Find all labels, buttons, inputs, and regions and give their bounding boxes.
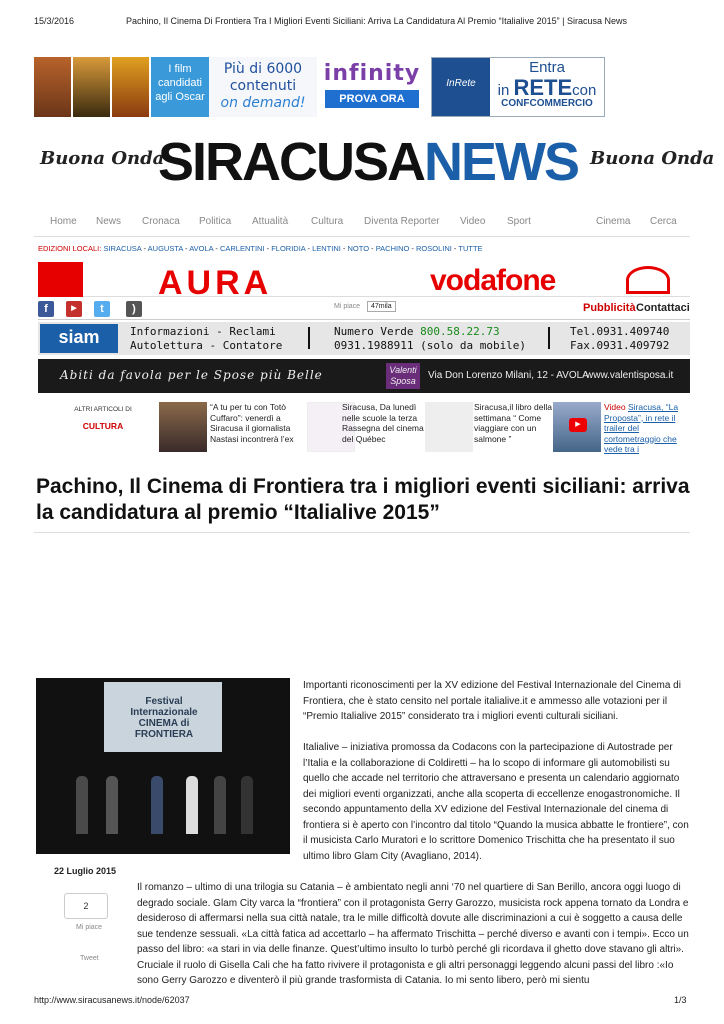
article-paragraph-3: Il romanzo – ultimo di una trilogia su Catania – è ambientato negli anni ‘70 nel quartiere di San Berillo, ancora oggi luogo di degrado sociale. Glam City varca la “frontiera” con il protagonista Gerry Garozzo, musicista rock appena tornato da Londra e desideroso di affermarsi nella sua città natale, tra le mille difficoltà dovute alle discriminazioni a cui è soggetto a causa delle sue tendenze sessuali. «La città fatica ad accettarlo – ha affermato Trischitta – perché diverso e avanti con i tempi». Ecco un passo del libro: «a stari in via delle finanze. Quest’ultimo insulto lo turbò perché gli ricordava il ghetto dove stavano gli altri». Cruciale il ruolo di Gisella Cali che ha fatto rivivere il protagonista e gli altri personaggi leggendo alcuni passi del libro :«Io sono Gerry Garozzo e diventerò il più grande trasformista di Catania. Io mi sento libero, però mi sientu — [137, 882, 689, 986]
person-figure — [214, 776, 226, 834]
person-figure — [241, 776, 253, 834]
vodafone-ad[interactable] — [38, 262, 690, 302]
like-label[interactable]: Mi piace — [334, 303, 361, 310]
related-section-label: ALTRI ARTICOLI DI CULTURA — [58, 406, 148, 431]
rss-icon[interactable]: ) — [126, 301, 142, 317]
twitter-icon[interactable]: t — [94, 301, 110, 317]
vodafone-logo: vodafone — [430, 264, 556, 297]
nav-cronaca[interactable]: Cronaca — [142, 216, 180, 227]
nav-home[interactable]: Home — [50, 216, 77, 227]
social-bar — [38, 298, 690, 320]
valenti-logo: Valenti Sposa — [386, 363, 420, 389]
related-item-1[interactable]: “A tu per tu con Totò Cuffaro”: venerdì a Siracusa il giornalista Nastasi incontrerà l’ex — [210, 402, 294, 444]
person-figure — [106, 776, 118, 834]
play-icon[interactable]: ▶ — [569, 418, 587, 432]
article-date: 22 Luglio 2015 — [54, 866, 117, 876]
nav-cultura[interactable]: Cultura — [311, 216, 344, 227]
valenti-slogan: Abiti da favola per le Spose più Belle — [60, 368, 323, 382]
edition-tutte[interactable]: TUTTE — [458, 244, 483, 253]
facebook-icon[interactable]: f — [38, 301, 54, 317]
numero-verde: Numero Verde 800.58.22.73 — [334, 325, 500, 338]
like-button-label[interactable]: Mi piace — [76, 924, 103, 931]
related-item-2[interactable]: Siracusa, Da lunedì nelle scuole la terza Rassegna del cinema del Québec — [342, 402, 424, 444]
nav-politica[interactable]: Politica — [199, 216, 232, 227]
print-title: Pachino, Il Cinema Di Frontiera Tra I Migliori Eventi Siciliani: Arriva La Candidatura Al Premio “Italialive 2015” | Siracusa News — [126, 16, 628, 26]
siam-logo: siam — [40, 324, 118, 353]
nav-sport[interactable]: Sport — [507, 216, 531, 227]
festival-caption: Festival Internazionale CINEMA di FRONTIERA — [130, 696, 198, 740]
main-nav — [50, 216, 690, 230]
edition-siracusa[interactable]: SIRACUSA — [103, 244, 142, 253]
print-page-number: 1/3 — [674, 995, 687, 1005]
like-count: 47mila — [367, 301, 396, 312]
prova-ora-button[interactable]: PROVA ORA — [325, 90, 419, 108]
related-item-4[interactable]: Video Siracusa, “La Proposta”, in rete il trailer del cortometraggio che vede tra i — [604, 402, 679, 454]
print-date: 15/3/2016 — [34, 16, 75, 26]
like-button-count[interactable]: 2 — [64, 893, 108, 919]
valenti-sposa-ad[interactable] — [38, 359, 690, 393]
nav-cerca[interactable]: Cerca — [650, 216, 677, 227]
related-video-thumbnail[interactable] — [553, 402, 601, 452]
banner-contents: Più di 6000 contenuti on demand! — [209, 57, 317, 117]
local-editions: EDIZIONI LOCALI: SIRACUSA - AUGUSTA - AVOLA - CARLENTINI - FLORIDIA - LENTINI - NOTO - PACHINO - ROSOLINI - TUTTE — [38, 244, 483, 253]
infinity-ad[interactable] — [317, 57, 427, 117]
siam-info: Informazioni - Reclami — [130, 325, 276, 338]
article-paragraph-1: Importanti riconoscimenti per la XV edizione del Festival Internazionale del Cinema di Frontiera, che è stato censito nel portale italialive.it e ammesso alle votazioni per il “Premio Italialive 2015” considerato tra i migliori eventi culturali siciliani. — [303, 680, 681, 722]
headline-divider — [34, 532, 690, 533]
person-figure — [151, 776, 163, 834]
movie-poster-image — [73, 57, 110, 117]
edition-noto[interactable]: NOTO — [347, 244, 370, 253]
nav-attualita[interactable]: Attualità — [252, 216, 289, 227]
article-paragraph-2: Italialive – iniziativa promossa da Codacons con la partecipazione di Autostrade per l’Italia e la collaborazione di Coldiretti – ha lo scopo di informare gli automobilisti su quello che accade nel territorio che attraversano e presenta un calendario aggiornato dei migliori eventi organizzati, anche alla scoperta di eccellenze enogastronomiche. Il secondo appuntamento della XV edizione del Festival Internazionale del cinema di frontiera si è aperto con l’incontro dal titolo “Quando la musica abbatte le frontiere”, con il musicista Carlo Muratori e lo scrittore Domenico Trischitta che ha presentato il suo ultimo libro Glam City (Avagliano, 2014). — [303, 742, 689, 862]
siam-ad[interactable] — [38, 322, 690, 355]
article-photo — [36, 678, 290, 854]
pubblicita-link[interactable]: Pubblicità — [583, 302, 636, 314]
related-thumbnail[interactable] — [425, 402, 473, 452]
article-headline: Pachino, Il Cinema di Frontiera tra i migliori eventi siciliani: arriva la candidatura al premio “Italialive 2015” — [36, 475, 690, 524]
edition-augusta[interactable]: AUGUSTA — [147, 244, 183, 253]
youtube-icon[interactable]: ▶ — [66, 301, 82, 317]
inrete-text: Entra in RETEcon CONFCOMMERCIO — [497, 59, 597, 109]
infinity-logo: infinity — [323, 61, 421, 86]
vodafone-logo-icon — [38, 262, 83, 297]
divider — [308, 327, 310, 349]
edition-carlentini[interactable]: CARLENTINI — [219, 244, 265, 253]
related-thumbnail[interactable] — [159, 402, 207, 452]
top-banner-ad[interactable] — [34, 57, 690, 117]
person-figure — [186, 776, 198, 834]
person-figure — [76, 776, 88, 834]
aura-logo: AURA — [158, 264, 273, 302]
edition-avola[interactable]: AVOLA — [189, 244, 214, 253]
movie-poster-image — [112, 57, 149, 117]
related-item-3[interactable]: Siracusa,il libro della settimana “ Come viaggiare con un salmone ” — [474, 402, 552, 444]
phone-number: Tel.0931.409740 — [570, 325, 670, 338]
tweet-button[interactable]: Tweet — [80, 955, 99, 962]
site-logo[interactable]: SIRACUSANEWS — [158, 132, 579, 192]
edition-pachino[interactable]: PACHINO — [375, 244, 410, 253]
edition-lentini[interactable]: LENTINI — [312, 244, 341, 253]
laurel-icon — [626, 266, 670, 294]
buona-onda-logo-left[interactable]: Buona Onda — [40, 148, 165, 169]
related-category[interactable]: CULTURA — [82, 421, 124, 431]
banner-films-text: I film candidati agli Oscar — [151, 57, 209, 117]
nav-cinema[interactable]: Cinema — [596, 216, 631, 227]
edition-floridia[interactable]: FLORIDIA — [271, 244, 306, 253]
fax-number: Fax.0931.409792 — [570, 339, 670, 352]
inrete-ad[interactable] — [431, 57, 605, 117]
divider — [548, 327, 550, 349]
inrete-logo: InRete — [432, 58, 490, 116]
valenti-address: Via Don Lorenzo Milani, 12 - AVOLA — [428, 370, 589, 381]
nav-video[interactable]: Video — [460, 216, 486, 227]
siam-autolettura: Autolettura - Contatore — [130, 339, 283, 352]
nav-diventa-reporter[interactable]: Diventa Reporter — [364, 216, 440, 227]
movie-poster-image — [34, 57, 71, 117]
buona-onda-logo-right[interactable]: Buona Onda — [590, 148, 715, 169]
valenti-url[interactable]: www.valentisposa.it — [586, 370, 674, 381]
mobile-number: 0931.1988911 (solo da mobile) — [334, 339, 527, 352]
edition-rosolini[interactable]: ROSOLINI — [416, 244, 452, 253]
contattaci-link[interactable]: Contattaci — [636, 302, 690, 314]
nav-news[interactable]: News — [96, 216, 122, 227]
nav-divider — [34, 236, 690, 237]
print-url: http://www.siracusanews.it/node/62037 — [34, 995, 190, 1005]
